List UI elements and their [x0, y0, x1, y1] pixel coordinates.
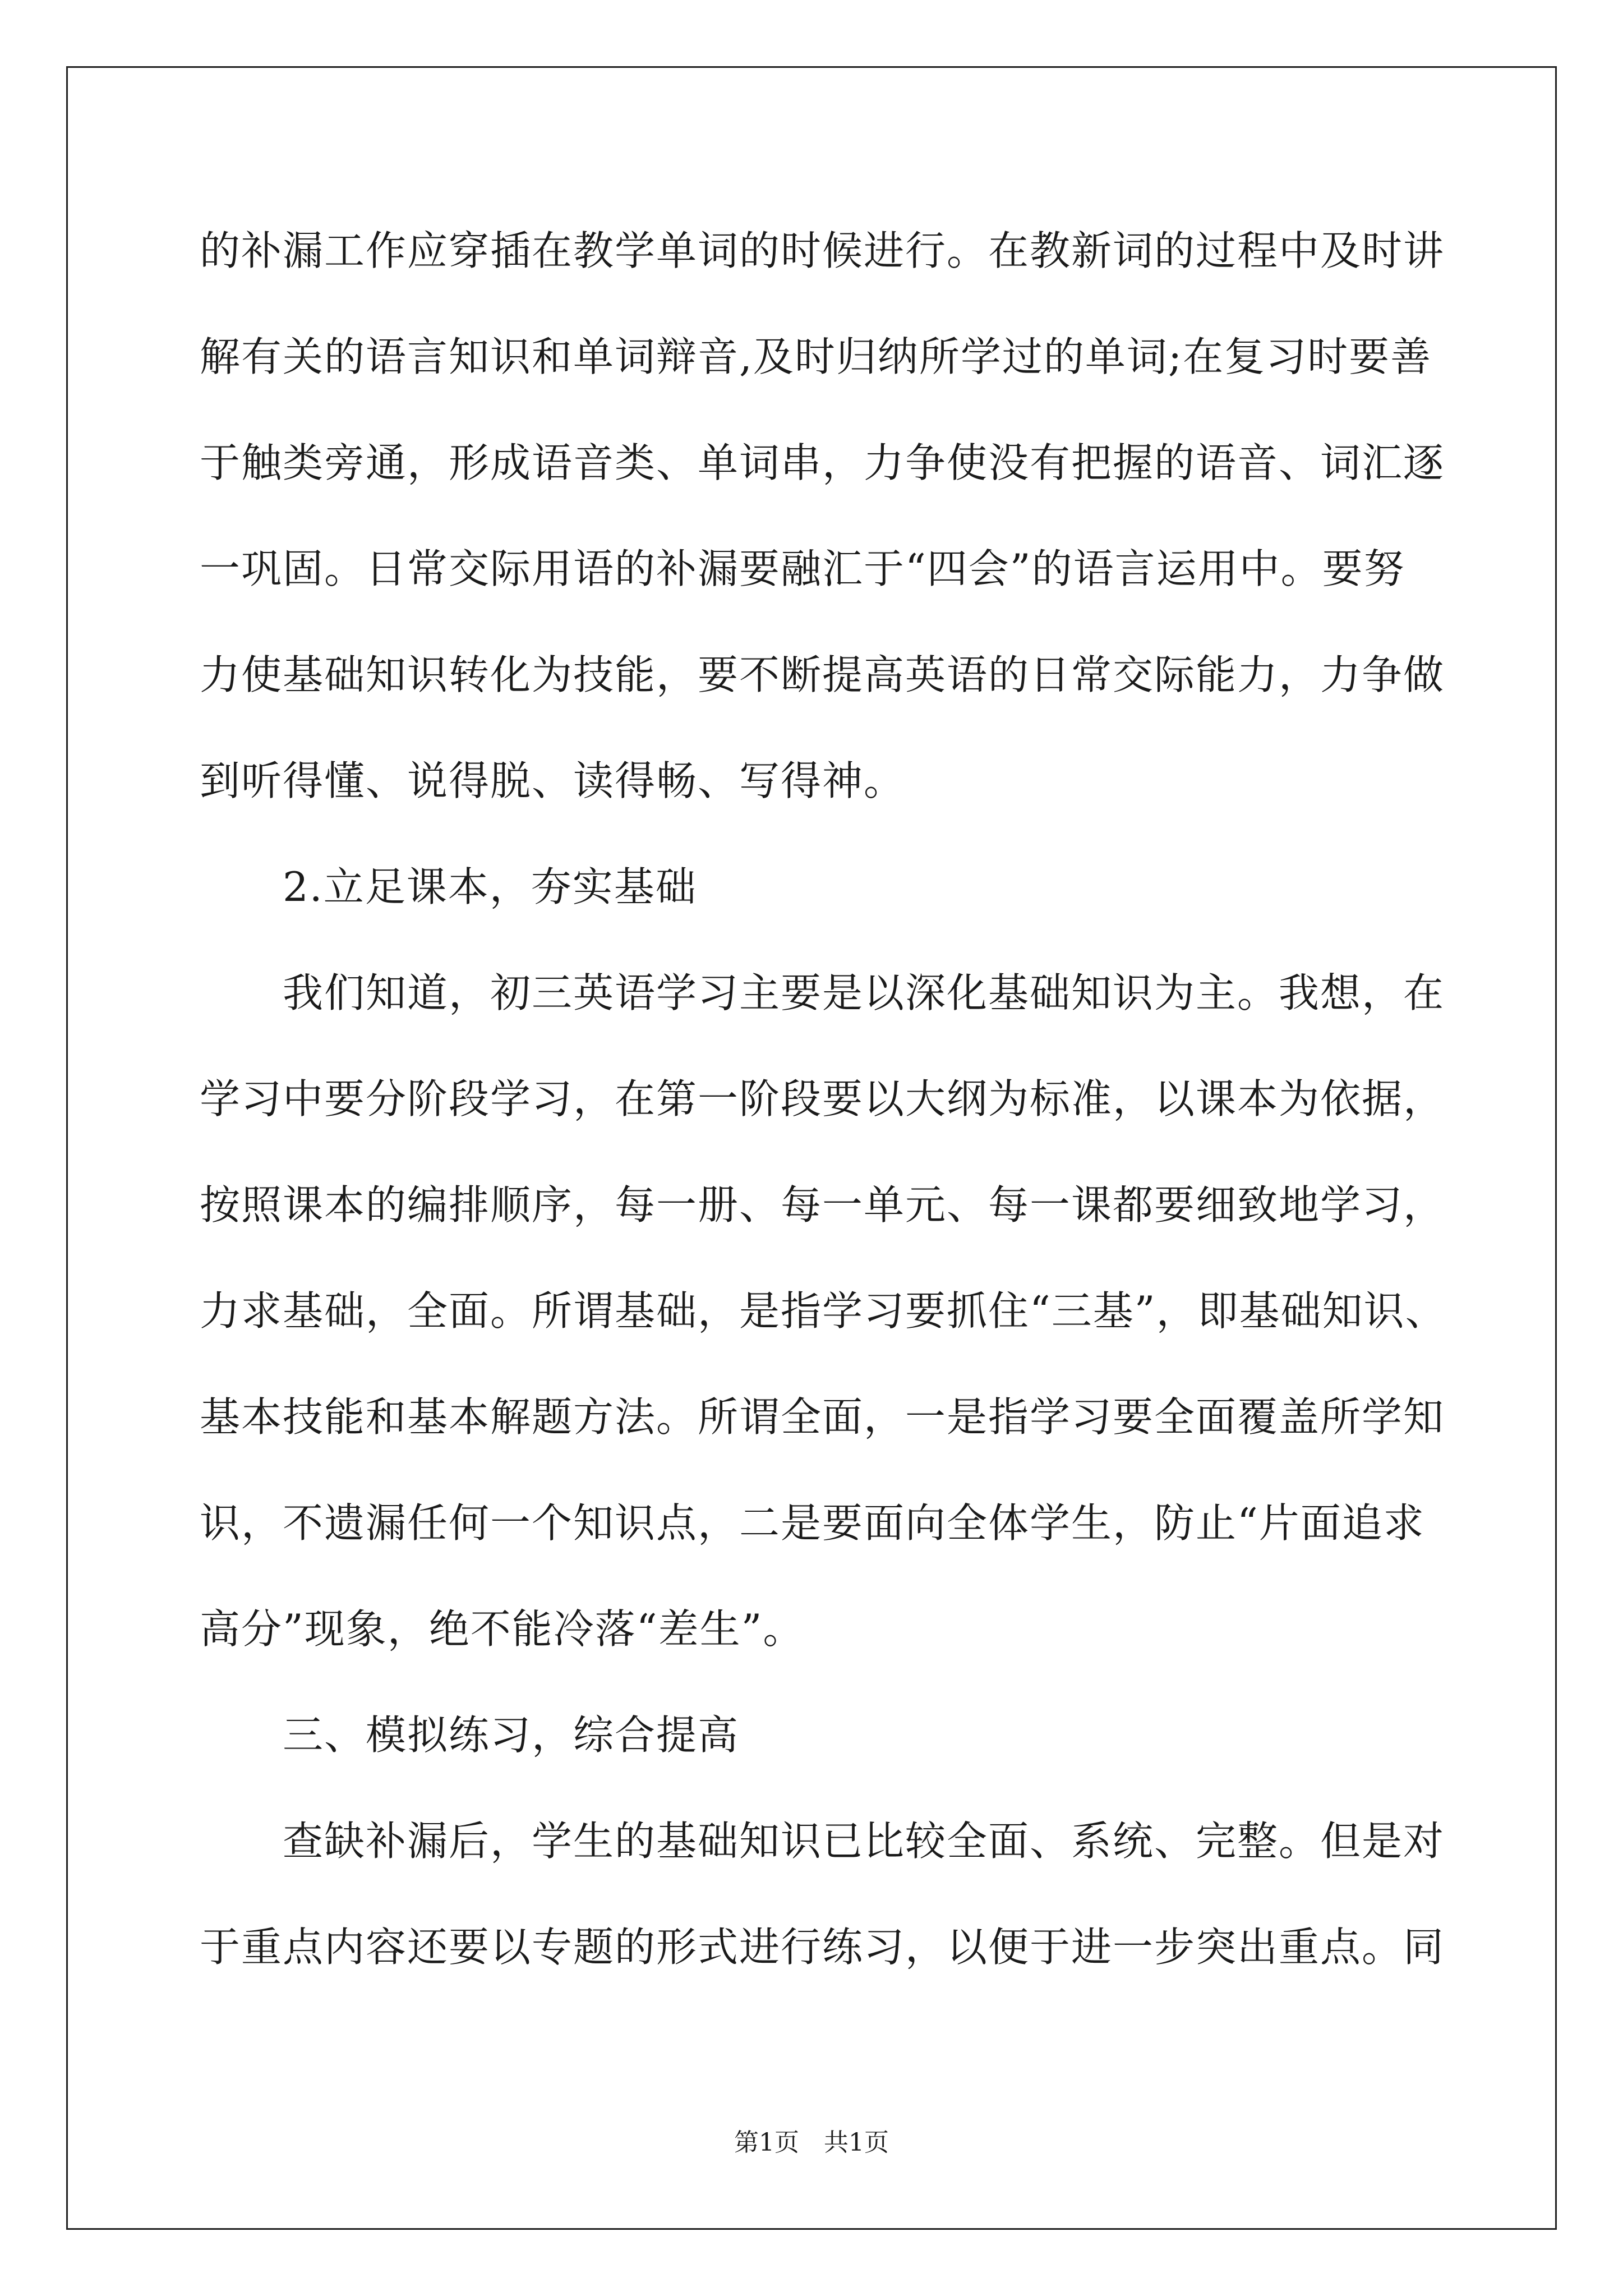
text-line: 于重点内容还要以专题的形式进行练习，以便于进一步突出重点。同	[200, 1924, 1445, 1971]
text-line: 于触类旁通，形成语音类、单词串，力争使没有把握的语音、词汇逐	[200, 439, 1445, 486]
section-heading: 2.立足课本，夯实基础	[283, 863, 697, 910]
text-line: 按照课本的编排顺序，每一册、每一单元、每一课都要细致地学习，	[200, 1181, 1445, 1228]
text-line: 学习中要分阶段学习，在第一阶段要以大纲为标准，以课本为依据，	[200, 1075, 1445, 1122]
text-line: 查缺补漏后，学生的基础知识已比较全面、系统、完整。但是对	[283, 1818, 1445, 1865]
text-line: 一巩固。日常交际用语的补漏要融汇于“四会”的语言运用中。要努	[200, 545, 1405, 592]
page-footer: 第1页 共1页	[734, 2128, 889, 2157]
document-body	[200, 220, 1478, 2022]
text-line: 识，不遗漏任何一个知识点，二是要面向全体学生，防止“片面追求	[200, 1499, 1425, 1547]
text-line: 力求基础，全面。所谓基础，是指学习要抓住“三基”，即基础知识、	[200, 1287, 1447, 1335]
text-line: 高分”现象，绝不能冷落“差生”。	[200, 1605, 805, 1653]
text-line: 到听得懂、说得脱、读得畅、写得神。	[200, 757, 906, 804]
text-line: 基本技能和基本解题方法。所谓全面，一是指学习要全面覆盖所学知	[200, 1393, 1445, 1441]
text-line: 解有关的语言知识和单词辩音,及时归纳所学过的单词;在复习时要善	[200, 333, 1432, 380]
section-heading: 三、模拟练习，综合提高	[283, 1711, 740, 1759]
text-line: 的补漏工作应穿插在教学单词的时候进行。在教新词的过程中及时讲	[200, 227, 1445, 274]
text-line: 力使基础知识转化为技能，要不断提高英语的日常交际能力，力争做	[200, 651, 1445, 698]
text-line: 我们知道，初三英语学习主要是以深化基础知识为主。我想，在	[283, 969, 1445, 1016]
